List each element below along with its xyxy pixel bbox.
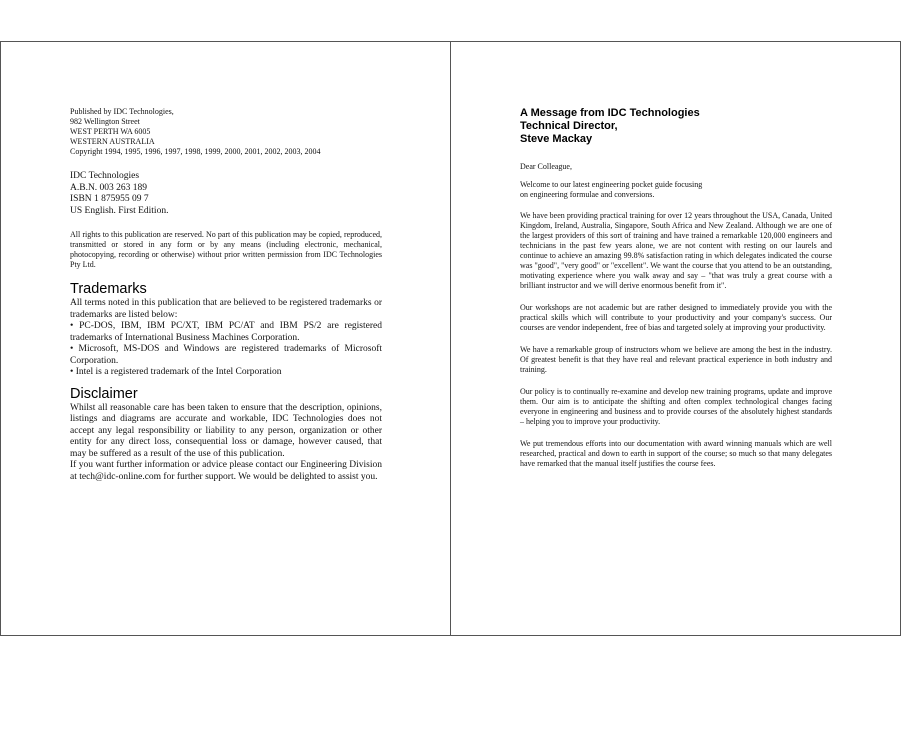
message-paragraph: We have been providing practical training for over 12 years throughout the USA, Canada, United Kingdom, Ireland, Australia, Singapore, South Africa and New Zealand. Although we are one of the largest providers of this sort of training and have trained a remarkable 120,000 engineers and technicians in the past few years alone, we are not content with resting on our laurels and continue to achieve an amazing 99.8% satisfaction rating in which delegates indicated the course was "good", "very good" or "excellent". We want the course that you attend to be an outstanding, motivating experience where you walk away and say – "that was truly a great course with a brilliant instructor and we will derive enormous benefit from it". — [520, 211, 832, 290]
publisher-line: Published by IDC Technologies, — [70, 107, 174, 116]
page-divider — [450, 41, 451, 636]
disclaimer-heading: Disclaimer — [70, 385, 138, 402]
left-page — [70, 66, 382, 745]
right-page — [520, 66, 832, 745]
message-title — [520, 107, 832, 146]
isbn-line: ISBN 1 875955 09 7 — [70, 194, 149, 204]
trademark-item: • Intel is a registered trademark of the Intel Corporation — [70, 367, 282, 377]
disclaimer-text: Whilst all reasonable care has been taken to ensure that the description, opinions, listings and diagrams are accurate and workable, IDC Technologies does not accept any legal responsibility or liability to any person, organization or other entity for any direct loss, consequential loss or damage, however caused, that may be suffered as a result of the use of this publication. — [70, 402, 382, 459]
publisher-line: WEST PERTH WA 6005 — [70, 127, 151, 136]
company-block — [70, 171, 382, 217]
abn-line: A.B.N. 003 263 189 — [70, 182, 148, 193]
welcome-text — [520, 180, 832, 200]
edition-line: US English. First Edition. — [70, 205, 169, 216]
copyright-line: Copyright 1994, 1995, 1996, 1997, 1998, 1999, 2000, 2001, 2002, 2003, 2004 — [70, 147, 321, 156]
message-author: Steve Mackay — [520, 133, 593, 145]
trademark-item: • Microsoft, MS-DOS and Windows are registered trademarks of Microsoft Corporation. — [70, 344, 382, 366]
contact-text: If you want further information or advice please contact our Engineering Division at tech@idc-online.com for further support. We would be delighted to assist you. — [70, 460, 382, 482]
greeting: Dear Colleague, — [520, 162, 572, 171]
rights-text: All rights to this publication are reserved. No part of this publication may be copied, reproduced, transmitted or stored in any form or by any means (including electronic, mechanical, photocopying, recording or otherwise) without prior written permission from IDC Technologies Pty Ltd. — [70, 230, 382, 269]
trademarks-intro: All terms noted in this publication that are believed to be registered trademarks or trademarks are listed below: — [70, 298, 382, 320]
message-title-line: A Message from IDC Technologies — [520, 107, 700, 119]
trademarks-heading: Trademarks — [70, 281, 147, 297]
welcome-line: Welcome to our latest engineering pocket guide focusing — [520, 180, 703, 189]
publisher-line: 982 Wellington Street — [70, 117, 140, 126]
message-title-line: Technical Director, — [520, 120, 618, 132]
message-paragraph: Our policy is to continually re-examine and develop new training programs, update and improve them. Our aim is to anticipate the shifting and often complex technological changes facing everyone in engineering and business and to provide courses of the absolutely highest standards – helping you to improve your productivity. — [520, 387, 832, 426]
company-line: IDC Technologies — [70, 171, 140, 181]
trademark-item: • PC-DOS, IBM, IBM PC/XT, IBM PC/AT and IBM PS/2 are registered trademarks of International Business Machines Corporation. — [70, 321, 382, 343]
publisher-block — [70, 107, 382, 157]
message-paragraph: We put tremendous efforts into our documentation with award winning manuals which are well researched, practical and down to earth in support of the course; so much so that many delegates have remarked that the manual itself justifies the course fees. — [520, 439, 832, 468]
publisher-line: WESTERN AUSTRALIA — [70, 137, 155, 146]
welcome-line: on engineering formulae and conversions. — [520, 190, 655, 199]
message-paragraph: We have a remarkable group of instructors whom we believe are among the best in the industry. Of greatest benefit is that they have real and relevant practical experience in both industry and training. — [520, 345, 832, 374]
message-paragraph: Our workshops are not academic but are rather designed to immediately provide you with the practical skills which will contribute to your productivity and your company's success. Our courses are vendor independent, free of bias and targeted solely at improving your productivity. — [520, 303, 832, 332]
